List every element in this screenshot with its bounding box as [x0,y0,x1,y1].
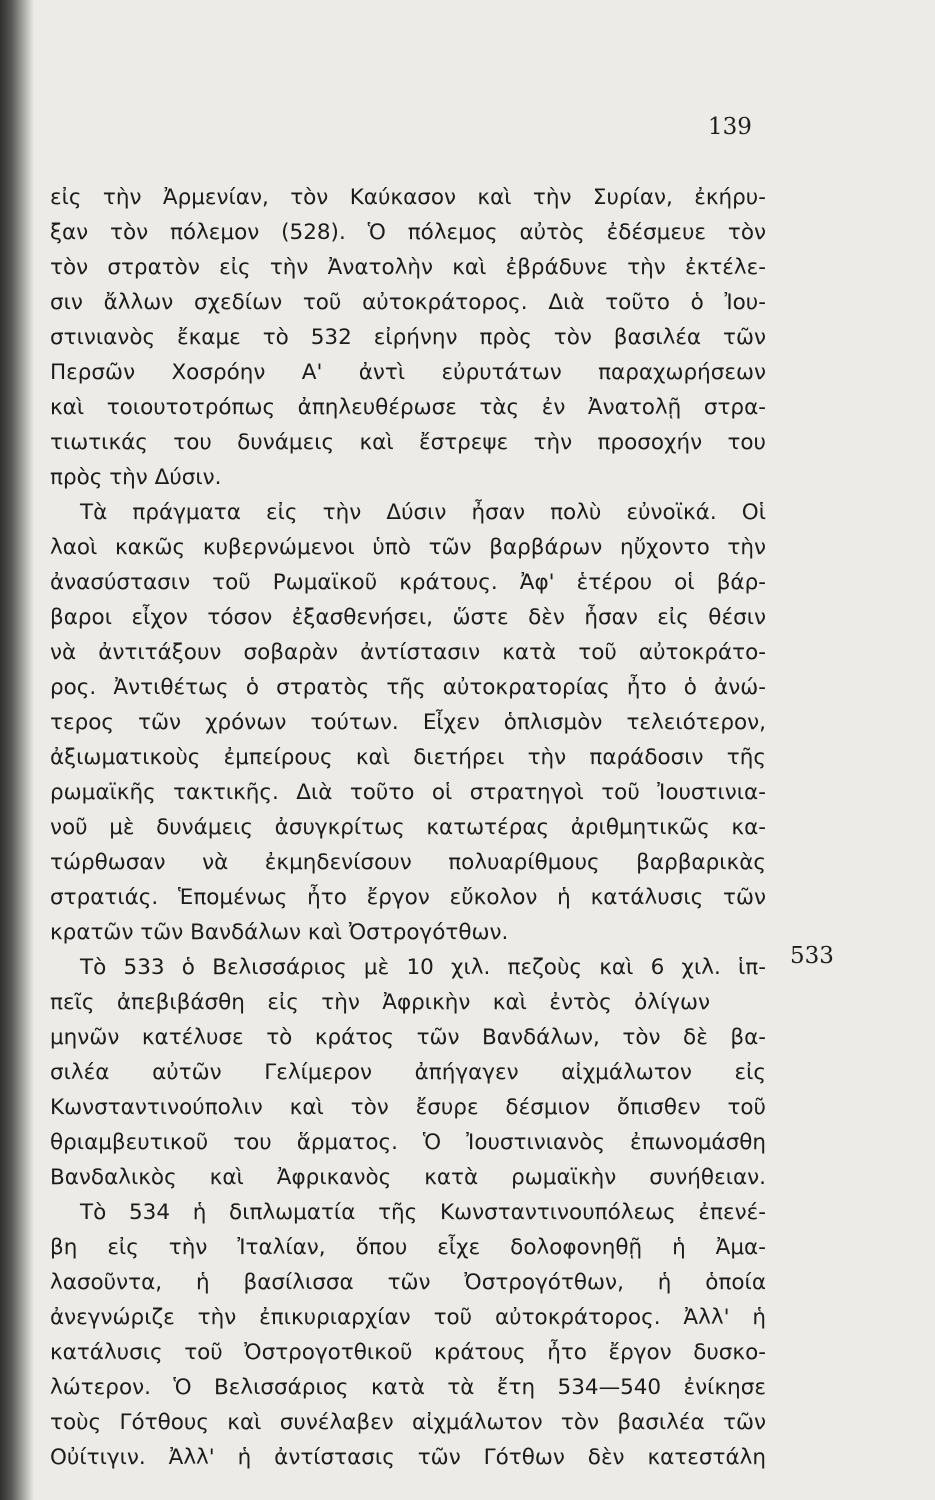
text-line: στινιανὸς ἔκαμε τὸ 532 εἰρήνην πρὸς τὸν βασιλέα τῶν [50,325,766,350]
text-line: κατάλυσις τοῦ Ὀστρογοτθικοῦ κράτους ἦτο ἔργον δυσκο- [50,1340,766,1365]
page-number: 139 [708,114,752,140]
text-line: λαοὶ κακῶς κυβερνώμενοι ὑπὸ τῶν βαρβάρων ηὔχοντο τὴν [50,535,766,560]
text-line: λασοῦντα, ἡ βασίλισσα τῶν Ὀστρογότθων, ἡ ὁποία [50,1270,766,1295]
body-text [50,180,766,1475]
text-line: σιν ἄλλων σχεδίων τοῦ αὐτοκράτορος. Διὰ τοῦτο ὁ Ἰου- [50,290,766,315]
text-line: μηνῶν κατέλυσε τὸ κράτος τῶν Βανδάλων, τὸν δὲ βα- [50,1025,766,1050]
text-line: ξαν τὸν πόλεμον (528). Ὁ πόλεμος αὐτὸς ἐδέσμευε τὸν [50,220,766,245]
text-line: Κωνσταντινούπολιν καὶ τὸν ἔσυρε δέσμιον ὄπισθεν τοῦ [50,1095,766,1120]
text-line: τώρθωσαν νὰ ἐκμηδενίσουν πολυαρίθμους βαρβαρικὰς [50,850,766,875]
text-line: καὶ τοιουτοτρόπως ἀπηλευθέρωσε τὰς ἐν Ἀνατολῇ στρα- [50,395,766,420]
text-line: τιωτικάς του δυνάμεις καὶ ἔστρεψε τὴν προσοχήν του [50,430,766,455]
text-line: βη εἰς τὴν Ἰταλίαν, ὅπου εἶχε δολοφονηθῇ ἡ Ἀμα- [50,1235,766,1260]
text-line: λώτερον. Ὁ Βελισσάριος κατὰ τὰ ἔτη 534—540 ἐνίκησε [50,1375,766,1400]
text-line: στρατιάς. Ἑπομένως ἦτο ἔργον εὔκολον ἡ κατάλυσις τῶν [50,885,766,910]
text-line: εἰς τὴν Ἀρμενίαν, τὸν Καύκασον καὶ τὴν Συρίαν, ἐκήρυ- [50,185,766,210]
text-line: τοὺς Γότθους καὶ συνέλαβεν αἰχμάλωτον τὸν βασιλέα τῶν [50,1410,766,1435]
text-line: τερος τῶν χρόνων τούτων. Εἶχεν ὁπλισμὸν τελειότερον, [50,710,766,735]
text-line: πεῖς ἀπεβιβάσθη εἰς τὴν Ἀφρικὴν καὶ ἐντὸς ὀλίγων [50,990,710,1015]
text-line: ρος. Ἀντιθέτως ὁ στρατὸς τῆς αὐτοκρατορίας ἦτο ὁ ἀνώ- [50,675,766,700]
text-line: βαροι εἶχον τόσον ἐξασθενήσει, ὥστε δὲν ἦσαν εἰς θέσιν [50,605,766,630]
text-line: σιλέα αὐτῶν Γελίμερον ἀπήγαγεν αἰχμάλωτον εἰς [50,1060,766,1085]
text-line: θριαμβευτικοῦ του ἅρματος. Ὁ Ἰουστινιανὸς ἐπωνομάσθη [50,1130,766,1155]
text-line: κρατῶν τῶν Βανδάλων καὶ Ὀστρογότθων. [50,920,509,945]
text-line: πρὸς τὴν Δύσιν. [50,465,222,490]
text-line: ἀνεγνώριζε τὴν ἐπικυριαρχίαν τοῦ αὐτοκράτορος. Ἀλλ' ἡ [50,1305,766,1330]
text-line: Τὸ 533 ὁ Βελισσάριος μὲ 10 χιλ. πεζοὺς καὶ 6 χιλ. ἱπ- [80,955,766,980]
text-line: Τὰ πράγματα εἰς τὴν Δύσιν ἦσαν πολὺ εὐνοϊκά. Οἱ [80,500,766,525]
text-line: ἀνασύστασιν τοῦ Ρωμαϊκοῦ κράτους. Ἀφ' ἑτέρου οἱ βάρ- [50,570,766,595]
text-line: ἀξιωματικοὺς ἐμπείρους καὶ διετήρει τὴν παράδοσιν τῆς [50,745,766,770]
text-line: τὸν στρατὸν εἰς τὴν Ἀνατολὴν καὶ ἐβράδυνε τὴν ἐκτέλε- [50,255,766,280]
margin-year-note: 533 [790,943,834,969]
text-line: νὰ ἀντιτάξουν σοβαρὰν ἀντίστασιν κατὰ τοῦ αὐτοκράτο- [50,640,766,665]
text-line: Οὐίτιγιν. Ἀλλ' ἡ ἀντίστασις τῶν Γότθων δὲν κατεστάλη [50,1445,766,1470]
spine-shadow [0,0,34,1500]
text-line: νοῦ μὲ δυνάμεις ἀσυγκρίτως κατωτέρας ἀριθμητικῶς κα- [50,815,766,840]
text-line: ρωμαϊκῆς τακτικῆς. Διὰ τοῦτο οἱ στρατηγοὶ τοῦ Ἰουστινια- [50,780,766,805]
text-line: Τὸ 534 ἡ διπλωματία τῆς Κωνσταντινουπόλεως ἐπενέ- [80,1200,766,1225]
text-line: Βανδαλικὸς καὶ Ἀφρικανὸς κατὰ ρωμαϊκὴν συνήθειαν. [50,1165,766,1190]
text-line: Περσῶν Χοσρόην Α' ἀντὶ εὐρυτάτων παραχωρήσεων [50,360,766,385]
